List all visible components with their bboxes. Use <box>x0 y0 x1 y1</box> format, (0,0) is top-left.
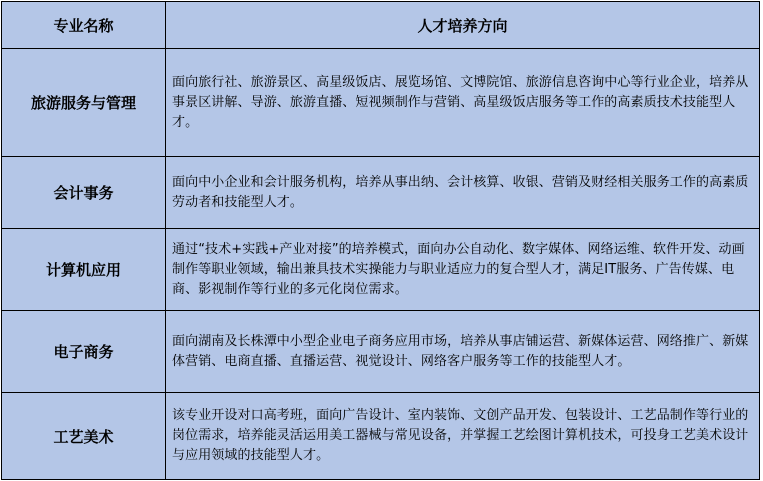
training-direction: 面向中小企业和会计服务机构，培养从事出纳、会计核算、收银、营销及财经相关服务工作的高素质劳动者和技能型人才。 <box>166 157 760 229</box>
table-header-row <box>2 2 760 49</box>
table-row <box>2 49 760 157</box>
majors-table <box>1 1 760 480</box>
table-row <box>2 229 760 311</box>
training-direction: 该专业开设对口高考班，面向广告设计、室内装饰、文创产品开发、包装设计、工艺品制作等行业的岗位需求，培养能灵活运用美工器械与常见设备，并掌握工艺绘图计算机技术，可投身工艺美术设计与应用领域的技能型人才。 <box>166 393 760 480</box>
training-direction: 面向旅行社、旅游景区、高星级饭店、展览场馆、文博院馆、旅游信息咨询中心等行业企业，培养从事景区讲解、导游、旅游直播、短视频制作与营销、高星级饭店服务等工作的高素质技术技能型人才。 <box>166 49 760 157</box>
header-training-direction: 人才培养方向 <box>166 2 760 49</box>
table-row <box>2 393 760 480</box>
training-direction: 面向湖南及长株潭中小型企业电子商务应用市场，培养从事店铺运营、新媒体运营、网络推广、新媒体营销、电商直播、直播运营、视觉设计、网络客户服务等工作的技能型人才。 <box>166 311 760 393</box>
header-major-name: 专业名称 <box>2 2 166 49</box>
table-row <box>2 311 760 393</box>
major-name: 旅游服务与管理 <box>2 49 166 157</box>
major-name: 工艺美术 <box>2 393 166 480</box>
training-direction: 通过“技术+实践+产业对接”的培养模式，面向办公自动化、数字媒体、网络运维、软件开发、动画制作等职业领域，输出兼具技术实操能力与职业适应力的复合型人才，满足IT服务、广告传媒、电商、影视制作等行业的多元化岗位需求。 <box>166 229 760 311</box>
table-row <box>2 157 760 229</box>
major-name: 计算机应用 <box>2 229 166 311</box>
major-name: 会计事务 <box>2 157 166 229</box>
major-name: 电子商务 <box>2 311 166 393</box>
